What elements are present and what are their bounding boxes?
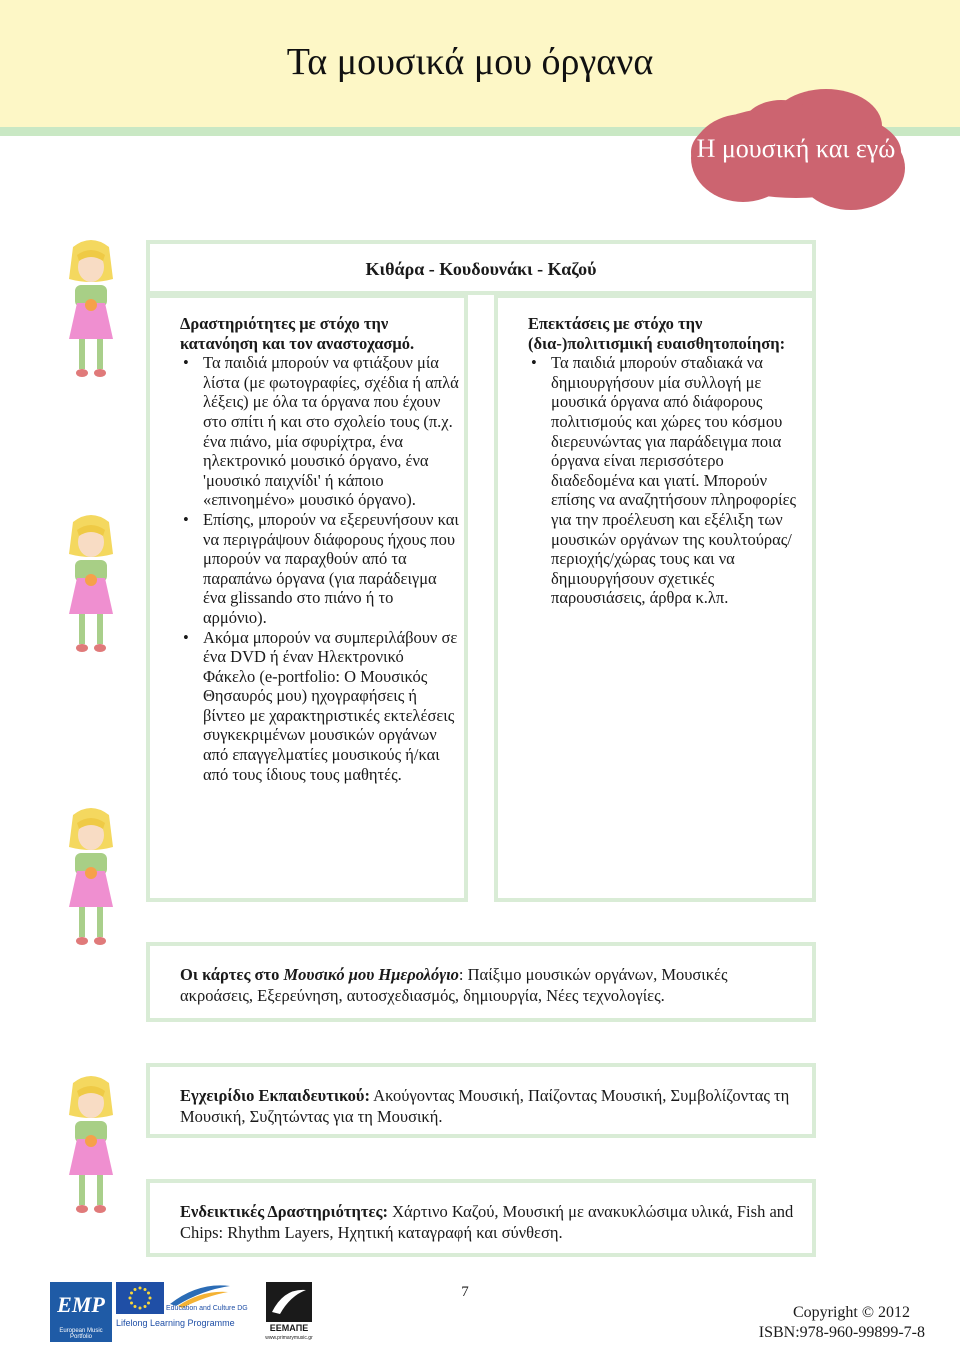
activities-label: Ενδεικτικές Δραστηριότητες: — [180, 1202, 388, 1221]
eemape-logo — [266, 1282, 312, 1344]
activities-description: Χάρτινο Καζού, Μουσική με ανακυκλώσιμα υλικά, Fish and Chips: Rhythm Layers, Ηχητική καταγραφή και σύνθεση. — [180, 1202, 794, 1242]
right-column-box — [494, 294, 816, 902]
right-column-content — [528, 314, 808, 608]
list-item: • Επίσης, μπορούν να εξερευνήσουν και να περιγράψουν διάφορους ήχους που μπορούν να παραχθούν από τα παραπάνω όργανα (για παράδειγμα ένα glissando στο πιάνο ή το αρμόνιο). — [180, 510, 460, 628]
isbn: ISBN:978-960-99899-7-8 — [758, 1324, 925, 1341]
list-item: • Ακόμα μπορούν να συμπεριλάβουν σε ένα DVD ή έναν Ηλεκτρονικό Φάκελο (e-portfolio: Ο Μουσικός Θησαυρός μου) ηχογραφήσεις ή βίντεο με χαρακτηριστικές εκτελέσεις συγκεκριμένων μουσικών οργάνων από επαγγελματίες μουσικούς ή/και από τους ίδιους τους μαθητές. — [180, 628, 460, 785]
emp-logo-caption: European Music Portfolio — [59, 1328, 103, 1340]
llp-swoosh-icon — [168, 1280, 232, 1308]
page-number: 7 — [461, 1284, 469, 1300]
girl-illustration — [59, 237, 123, 397]
instruments-header: Κιθάρα - Κουδουνάκι - Καζού — [365, 259, 597, 279]
eu-flag-logo — [116, 1282, 164, 1314]
cards-label: Οι κάρτες στο — [180, 965, 280, 984]
cards-description: : Παίξιμο μουσικών οργάνων, Μουσικές ακροάσεις, Εξερεύνηση, αυτοσχεδιασμός, δημιουργία, Νέες τεχνολογίες. — [180, 965, 728, 1005]
handbook-box — [146, 1063, 816, 1138]
page-title: Τα μουσικά μου όργανα — [286, 41, 654, 83]
left-column-box — [146, 294, 468, 902]
cards-box — [146, 942, 816, 1022]
activities-text — [180, 1201, 800, 1243]
section-tag: Η μουσική και εγώ — [696, 134, 896, 163]
instruments-header-box — [146, 240, 816, 295]
handbook-description: Ακούγοντας Μουσική, Παίζοντας Μουσική, Συμβολίζοντας τη Μουσική, Συζητώντας για τη Μουσική. — [180, 1086, 790, 1126]
activities-box — [146, 1179, 816, 1257]
girl-illustration — [59, 1073, 123, 1233]
left-column-content — [180, 314, 460, 784]
cards-book-title: Μουσικό μου Ημερολόγιο — [283, 965, 459, 984]
eu-stars-icon — [116, 1282, 164, 1314]
list-item: • Τα παιδιά μπορούν σταδιακά να δημιουργήσουν μία συλλογή με μουσικά όργανα από διάφορους πολιτισμούς και χώρες του κόσμου διερευνώντας για παράδειγμα ποια όργανα είναι περισσότερο διαδεδομένα και γιατί. Μπορούν επίσης να αναζητήσουν πληροφορίες για την προέλευση και εξέλιξη των μουσικών οργάνων της κουλτούρας/περιοχής/χώρας τους και να δημιουργήσουν σχετικές παρουσιάσεις, άρθρα κ.λπ. — [528, 353, 808, 608]
list-item: • Τα παιδιά μπορούν να φτιάξουν μία λίστα (με φωτογραφίες, σχέδια ή απλά λέξεις) με όλα τα όργανα που έχουν στο σπίτι ή και στο σχολείο τους (π.χ. ένα πιάνο, μία σφυρίχτρα, ένα ηλεκτρονικό μουσικό όργανο, ένα 'μουσικό παιχνίδι' ή κάποιο «επινοημένο» μουσικό όργανο). — [180, 353, 460, 510]
llp-caption-programme: Lifelong Learning Programme — [116, 1318, 235, 1328]
llp-caption-dg: Education and Culture DG — [166, 1305, 248, 1312]
girl-illustration — [59, 805, 123, 965]
cards-text — [180, 964, 800, 1006]
handbook-text — [180, 1085, 800, 1127]
left-column-heading: Δραστηριότητες με στόχο την κατανόηση και τον αναστοχασμό. — [180, 314, 415, 353]
eemape-logo-text: ΕΕΜΑΠΕ — [269, 1323, 309, 1333]
girl-illustration — [59, 512, 123, 672]
copyright: Copyright © 2012 — [792, 1304, 910, 1321]
eemape-emblem-icon — [266, 1282, 312, 1322]
emp-logo: EMP European Music Portfolio — [50, 1282, 112, 1342]
right-column-heading: Επεκτάσεις με στόχο την (δια-)πολιτισμική ευαισθητοποίηση: — [528, 314, 786, 353]
eemape-logo-url: www.primarymusic.gr — [265, 1335, 313, 1341]
handbook-label: Εγχειρίδιο Εκπαιδευτικού: — [180, 1086, 370, 1105]
right-column-list — [528, 353, 808, 608]
left-column-list — [180, 353, 460, 784]
